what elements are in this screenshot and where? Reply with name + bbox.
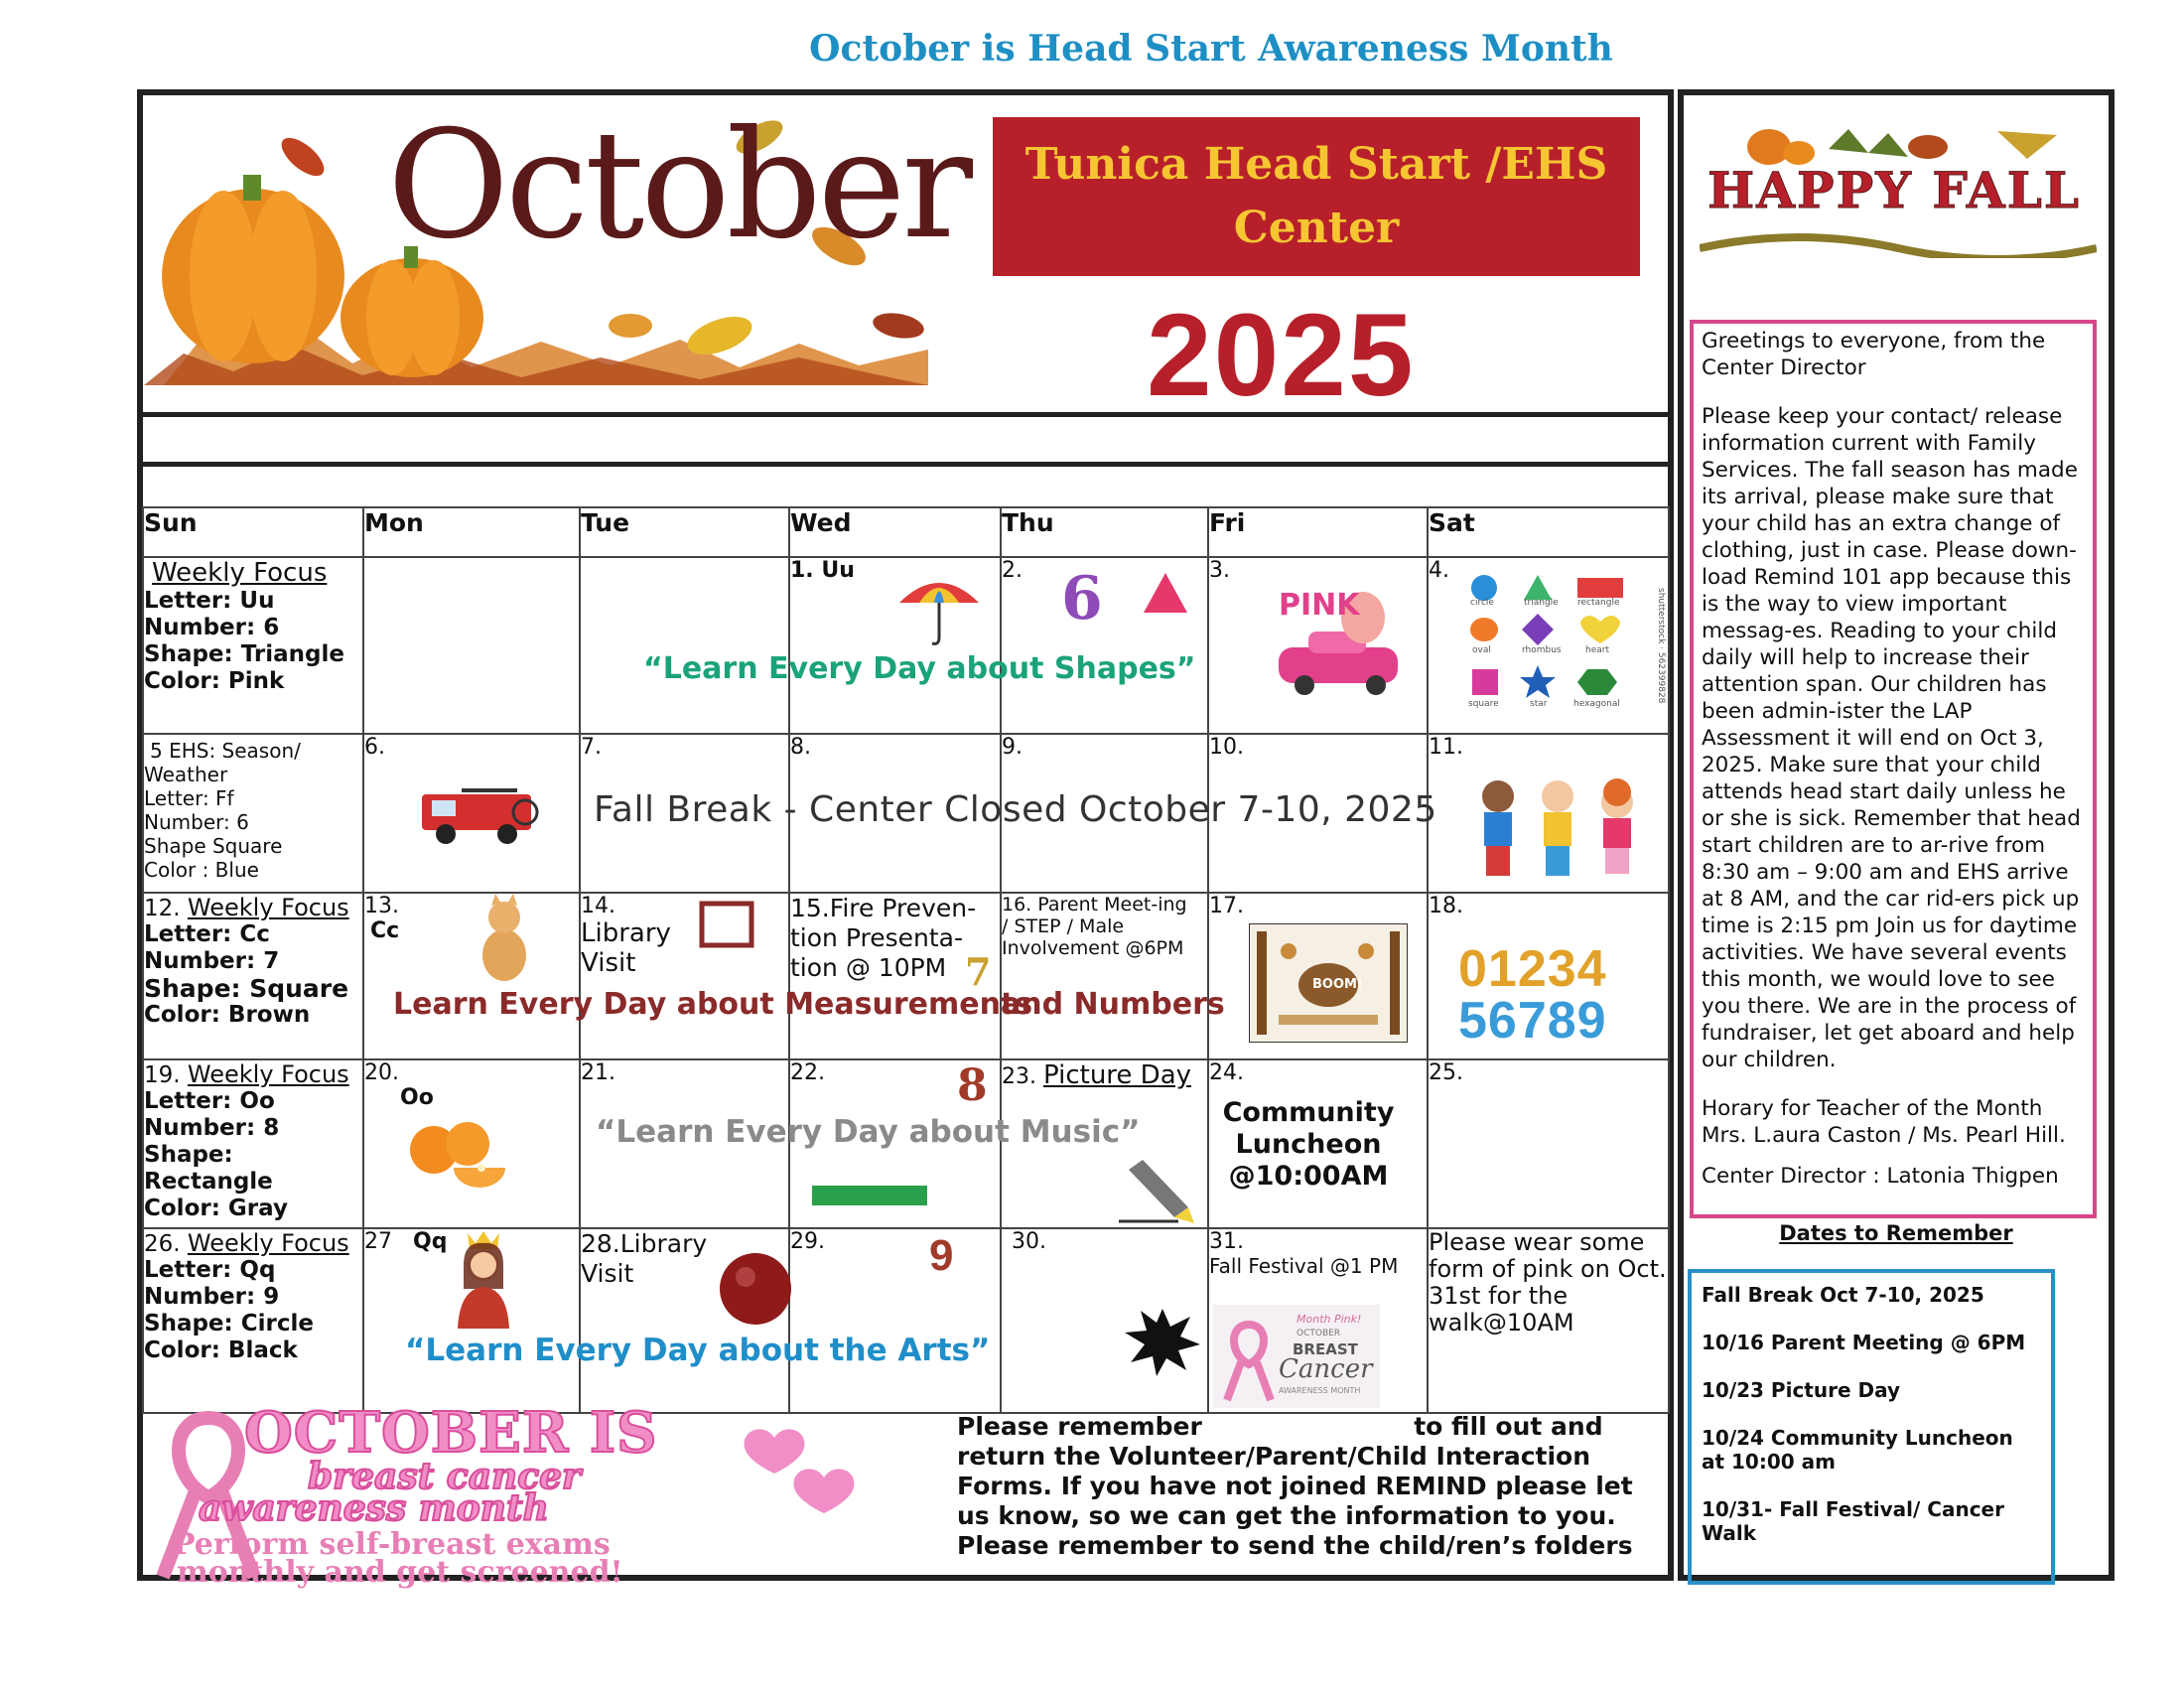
day-10-label: 10. bbox=[1209, 735, 1244, 760]
bc-awareness-text: AWARENESS MONTH bbox=[1279, 1386, 1361, 1395]
numbers-row-1: 01234 bbox=[1458, 940, 1607, 998]
day-8-label: 8. bbox=[790, 735, 811, 760]
pink-ribbon-icon bbox=[1219, 1315, 1279, 1404]
pumpkin-large bbox=[162, 175, 344, 363]
week2-focus-cell bbox=[143, 734, 363, 893]
footer-line1 bbox=[957, 1412, 1652, 1442]
week-row-3 bbox=[143, 893, 1669, 1059]
focus-color: Color: Pink bbox=[144, 668, 285, 694]
weekly-focus-title: Weekly Focus bbox=[187, 1229, 349, 1257]
day-25 bbox=[1428, 1059, 1669, 1228]
focus-number: Number: 9 bbox=[144, 1284, 280, 1310]
day-header-row bbox=[143, 507, 1669, 557]
theme-shapes: “Learn Every Day about Shapes” bbox=[643, 651, 1196, 686]
hearts-icon bbox=[735, 1408, 884, 1557]
day-22-label: 22. bbox=[790, 1060, 825, 1085]
blank-row bbox=[137, 417, 1674, 467]
focus-letter: Letter: Cc bbox=[144, 921, 270, 947]
week5-focus-cell bbox=[143, 1228, 363, 1413]
footer-reminder bbox=[957, 1412, 1652, 1561]
day-28 bbox=[580, 1228, 789, 1413]
day-29 bbox=[789, 1228, 1001, 1413]
umbrella-icon bbox=[894, 568, 984, 647]
focus-letter: Letter: Oo bbox=[144, 1088, 275, 1114]
focus-number: Number: 8 bbox=[144, 1115, 280, 1141]
day-13 bbox=[363, 893, 580, 1059]
queen-icon bbox=[444, 1229, 523, 1329]
day-header-fri: Fri bbox=[1208, 507, 1428, 557]
bc-breast-text: BREAST bbox=[1293, 1340, 1358, 1358]
bc-line2: breast cancer bbox=[308, 1456, 582, 1497]
day-6 bbox=[363, 734, 580, 893]
fall-festival-text: Fall Festival @1 PM bbox=[1209, 1254, 1399, 1278]
day-3-label: 3. bbox=[1209, 558, 1230, 583]
pink-word: PINK bbox=[1279, 588, 1360, 623]
theme-measurements: Learn Every Day about Measurements bbox=[393, 987, 1033, 1022]
day-header-thu: Thu bbox=[1001, 507, 1208, 557]
happy-fall-text: HAPPY FALL bbox=[1707, 161, 2082, 219]
day-20-label: 20. bbox=[364, 1060, 399, 1085]
date-item: 10/16 Parent Meeting @ 6PM bbox=[1702, 1331, 2026, 1354]
date-item: 10/24 Community Luncheon at 10:00 am bbox=[1702, 1426, 2013, 1474]
day-24 bbox=[1208, 1059, 1428, 1228]
week2-sun-line2: Weather bbox=[144, 763, 228, 786]
number-8-graphic: 8 bbox=[957, 1060, 988, 1111]
shape-label-rhombus: rhombus bbox=[1522, 645, 1562, 655]
focus-shape: Shape: Square bbox=[144, 974, 349, 1003]
bc-line3: awareness month bbox=[199, 1487, 549, 1529]
day-1-label: 1. Uu bbox=[790, 558, 855, 583]
day-16 bbox=[1001, 893, 1208, 1059]
day-empty bbox=[363, 557, 580, 734]
day-header-sat: Sat bbox=[1428, 507, 1669, 557]
day-20 bbox=[363, 1059, 580, 1228]
focus-color: Color: Black bbox=[144, 1337, 298, 1363]
month-title: October bbox=[387, 99, 970, 272]
paint-splat-icon bbox=[1121, 1299, 1204, 1378]
children-illustration bbox=[1458, 774, 1657, 884]
rectangle-icon bbox=[808, 1184, 937, 1209]
breast-cancer-awareness-banner bbox=[149, 1398, 884, 1590]
day-header-wed: Wed bbox=[789, 507, 1001, 557]
vowel-label: BOOM! bbox=[1312, 977, 1363, 992]
day-empty bbox=[580, 557, 789, 734]
bc-cancer-text: Cancer bbox=[1279, 1354, 1373, 1384]
pink-wear-note: Please wear some form of pink on Oct. 31st for the walk@10AM bbox=[1429, 1228, 1667, 1336]
weekly-focus-title: Weekly Focus bbox=[187, 1060, 349, 1088]
pencil-icon bbox=[1119, 1160, 1198, 1229]
week3-focus-cell bbox=[143, 893, 363, 1059]
day-14-label: 14. bbox=[581, 894, 615, 918]
day-24-label: 24. bbox=[1209, 1060, 1244, 1085]
day-31 bbox=[1208, 1228, 1428, 1413]
center-name-banner bbox=[993, 117, 1640, 276]
day-23-label: 23. bbox=[1002, 1064, 1036, 1089]
shutterstock-watermark: shutterstock · 562399828 bbox=[1656, 588, 1666, 704]
bc-line4: Perform self-breast exams bbox=[173, 1527, 611, 1562]
shape-label-heart: heart bbox=[1585, 645, 1609, 655]
day-26-label: 26. bbox=[144, 1231, 181, 1257]
day-20-letter: Oo bbox=[400, 1085, 434, 1110]
weekly-focus-title: Weekly Focus bbox=[152, 558, 328, 588]
community-luncheon-text: Community Luncheon @10:00AM bbox=[1222, 1097, 1395, 1192]
footer-line1a: Please remember bbox=[957, 1412, 1202, 1441]
shape-label-triangle: triangle bbox=[1524, 598, 1559, 608]
day-16-text: 16. Parent Meet-ing / STEP / Male Involvement @6PM bbox=[1002, 894, 1187, 959]
shape-label-square: square bbox=[1468, 699, 1499, 709]
director-message bbox=[1690, 320, 2097, 1218]
oranges-icon bbox=[404, 1110, 513, 1190]
day-27 bbox=[363, 1228, 580, 1413]
week5-header-line bbox=[144, 1229, 362, 1257]
date-item: Fall Break Oct 7-10, 2025 bbox=[1702, 1283, 1984, 1307]
teacher-of-month: Horary for Teacher of the Month Mrs. L.aura Caston / Ms. Pearl Hill. bbox=[1702, 1096, 2066, 1148]
shape-label-rectangle: rectangle bbox=[1577, 598, 1620, 608]
bc-line5: monthly and get screened! bbox=[177, 1555, 623, 1590]
director-greeting: Greetings to everyone, from the Center Director bbox=[1702, 329, 2046, 380]
number-6-graphic: 6 bbox=[1061, 564, 1103, 633]
footer-line1b: to fill out and bbox=[1414, 1412, 1603, 1441]
date-item: 10/31- Fall Festival/ Cancer Walk bbox=[1702, 1497, 2004, 1545]
day-29-label: 29. bbox=[790, 1229, 825, 1254]
bc-small-text1: Month Pink! bbox=[1297, 1313, 1362, 1326]
day-11 bbox=[1428, 734, 1669, 893]
dates-to-remember bbox=[1688, 1269, 2055, 1585]
footer-rest: return the Volunteer/Parent/Child Interaction Forms. If you have not joined REMIND please let us know, so we can get the information to you. Please remember to send the child/ren’s folders bbox=[957, 1442, 1633, 1560]
weekly-focus-title: Weekly Focus bbox=[187, 894, 349, 921]
week4-header-line bbox=[144, 1060, 362, 1088]
week1-focus-cell bbox=[143, 557, 363, 734]
day-2-label: 2. bbox=[1002, 558, 1023, 583]
fall-break-closed: Fall Break - Center Closed October 7-10, 2025 bbox=[594, 789, 1437, 830]
year: 2025 bbox=[1147, 290, 1416, 421]
day-header-mon: Mon bbox=[363, 507, 580, 557]
day-6-label: 6. bbox=[364, 735, 385, 760]
day-27-label: 27 bbox=[364, 1229, 392, 1254]
week2-focus-letter: Letter: Ff bbox=[144, 786, 234, 810]
center-name-line2: Center bbox=[1233, 203, 1400, 253]
theme-music: “Learn Every Day about Music” bbox=[596, 1114, 1141, 1150]
day-4 bbox=[1428, 557, 1669, 734]
shape-label-circle: circle bbox=[1470, 598, 1494, 608]
day-header-tue: Tue bbox=[580, 507, 789, 557]
day-27-letter: Qq bbox=[413, 1229, 448, 1254]
happy-fall-graphic bbox=[1700, 109, 2097, 258]
date-item: 10/23 Picture Day bbox=[1702, 1378, 1901, 1402]
day-30 bbox=[1001, 1228, 1208, 1413]
shape-label-oval: oval bbox=[1472, 645, 1491, 655]
week-row-5 bbox=[143, 1228, 1669, 1413]
day-11-label: 11. bbox=[1429, 735, 1463, 760]
day-9-label: 9. bbox=[1002, 735, 1023, 760]
week3-header-line bbox=[144, 894, 362, 921]
day-1 bbox=[789, 557, 1001, 734]
numbers-graphic bbox=[1458, 940, 1607, 1050]
center-director: Center Director : Latonia Thigpen bbox=[1702, 1164, 2059, 1189]
shape-label-hexagonal: hexagonal bbox=[1573, 699, 1620, 709]
focus-shape: Shape: Rectangle bbox=[144, 1142, 273, 1195]
day-18 bbox=[1428, 893, 1669, 1059]
circle-icon bbox=[716, 1249, 795, 1329]
director-body: Please keep your contact/ release information current with Family Services. The fall season has made its arrival, please make sure that your child has an extra change of clothing, just in case. Please down-load Remind 101 app because this is the way to view important messag-es. Reading to your child daily will help to increase their attention span. Our children has been admin-ister the LAP Assessment it will end on Oct 3, 2025. Make sure that your child attends head start daily unless he or she is sick. Remember that head start children are to ar-rive from 8:30 am – 9:00 am and EHS arrive at 8 AM, and the car rid-ers pick up time is 2:15 pm Join us for daytime activities. We have several events this month, we would love to see you there. We are in the process of fundraiser, let get aboard and help our children. bbox=[1702, 404, 2081, 1072]
day-25-label: 25. bbox=[1429, 1060, 1463, 1085]
day-7-label: 7. bbox=[581, 735, 602, 760]
day-14 bbox=[580, 893, 789, 1059]
day-19-label: 19. bbox=[144, 1062, 181, 1088]
week2-focus-shape: Shape Square bbox=[144, 834, 283, 858]
dates-title: Dates to Remember bbox=[1779, 1221, 2013, 1245]
center-name-line1: Tunica Head Start /EHS bbox=[1024, 139, 1608, 190]
day-17 bbox=[1208, 893, 1428, 1059]
focus-color: Color: Brown bbox=[144, 1002, 311, 1028]
theme-arts: “Learn Every Day about the Arts” bbox=[405, 1333, 991, 1368]
week2-focus-number: Number: 6 bbox=[144, 810, 249, 834]
shape-label-star: star bbox=[1530, 699, 1548, 709]
number-7-graphic: 7 bbox=[965, 949, 992, 994]
day-3 bbox=[1208, 557, 1428, 734]
triangle-icon bbox=[1141, 568, 1190, 618]
day-30-label: 30. bbox=[1012, 1229, 1046, 1254]
bc-small-text2: OCTOBER bbox=[1297, 1329, 1341, 1338]
cat-icon bbox=[470, 894, 539, 983]
numbers-row-2: 56789 bbox=[1458, 992, 1607, 1050]
day-13-label: 13. bbox=[364, 894, 399, 918]
focus-number: Number: 6 bbox=[144, 615, 280, 640]
breast-cancer-graphic bbox=[1213, 1305, 1380, 1408]
day-15 bbox=[789, 893, 1001, 1059]
day-17-label: 17. bbox=[1209, 894, 1244, 918]
focus-letter: Letter: Uu bbox=[144, 588, 275, 614]
day-sat-note bbox=[1428, 1228, 1669, 1413]
day-2 bbox=[1001, 557, 1208, 734]
day-15-text: 15.Fire Preven-tion Presenta-tion @ 10PM bbox=[790, 894, 977, 982]
focus-letter: Letter: Qq bbox=[144, 1257, 276, 1283]
focus-shape: Shape: Circle bbox=[144, 1311, 314, 1336]
number-9-graphic: 9 bbox=[929, 1231, 954, 1280]
page-title: October is Head Start Awareness Month bbox=[809, 28, 1613, 70]
theme-numbers: and Numbers bbox=[1001, 987, 1225, 1022]
day-18-label: 18. bbox=[1429, 894, 1463, 918]
focus-color: Color: Gray bbox=[144, 1196, 288, 1221]
focus-shape: Shape: Triangle bbox=[144, 641, 344, 667]
day-28-text: 28.Library Visit bbox=[581, 1229, 708, 1288]
day-21-label: 21. bbox=[581, 1060, 615, 1085]
day-13-letter: Cc bbox=[370, 918, 400, 943]
day-14-text: Library Visit bbox=[581, 918, 671, 978]
day-header-sun: Sun bbox=[143, 507, 363, 557]
picture-day-text: Picture Day bbox=[1043, 1060, 1192, 1090]
week2-sun-line1: 5 EHS: Season/ bbox=[150, 739, 301, 763]
calendar-grid bbox=[142, 506, 1670, 1414]
square-icon bbox=[698, 900, 757, 949]
week4-focus-cell bbox=[143, 1059, 363, 1228]
focus-number: Number: 7 bbox=[144, 948, 280, 974]
day-12-label: 12. bbox=[144, 896, 181, 921]
week2-focus-color: Color : Blue bbox=[144, 858, 259, 882]
bc-title: OCTOBER IS bbox=[244, 1400, 658, 1466]
day-31-label: 31. bbox=[1209, 1229, 1244, 1254]
day-4-label: 4. bbox=[1429, 558, 1449, 583]
fire-truck-icon bbox=[418, 776, 541, 846]
week-row-1 bbox=[143, 557, 1669, 734]
shapes-chart-icon bbox=[1466, 570, 1645, 719]
